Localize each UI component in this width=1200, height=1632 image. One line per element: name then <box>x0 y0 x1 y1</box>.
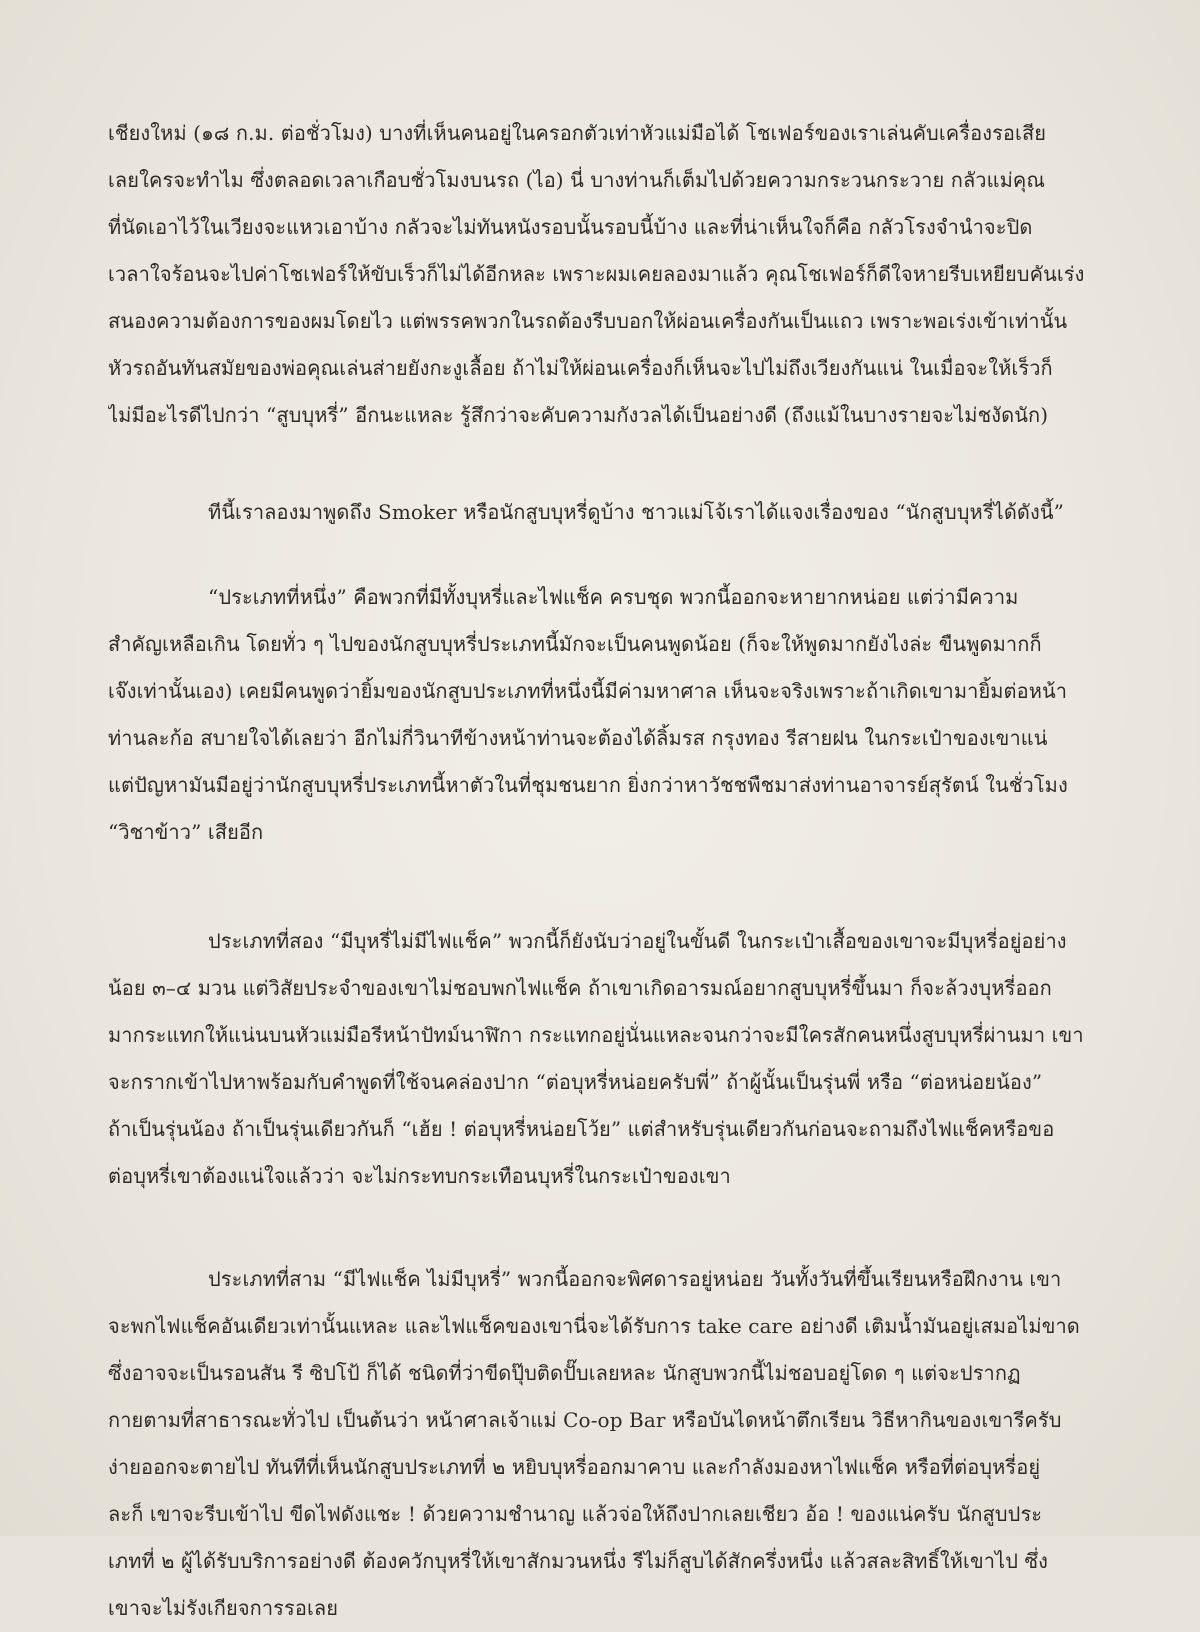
text-line: ไม่มีอะไรดีไปกว่า “สูบบุหรี่” อีกนะแหละ รู้สึกว่าจะคับความกังวลได้เป็นอย่างดี (ถึงแม้ในบางรายจะไม่ชงัดนัก) <box>108 403 1049 427</box>
text-line: มากระแทกให้แน่นบนหัวแม่มือรีหน้าปัทม์นาฬิกา กระแทกอยู่นั่นแหละจนกว่าจะมีใครสักคนหนึ่งสูบบุหรี่ผ่านมา เขา <box>108 1023 1084 1047</box>
paragraph-gap <box>108 439 1108 489</box>
text-line: เลยใครจะทำไม ซึ่งตลอดเวลาเกือบชั่วโมงบนรถ (ไอ) นี่ บางท่านก็เต็มไปด้วยความกระวนกระวาย กลัวแม่คุณ <box>108 168 1046 192</box>
text-line: เขาจะไม่รังเกียจการรอเลย <box>108 1596 339 1620</box>
text-line: ประเภทที่สอง “มีบุหรี่ไม่มีไฟแช็ค” พวกนี้ก็ยังนับว่าอยู่ในขั้นดี ในกระเป๋าเสื้อของเขาจะมีบุหรี่อยู่อย่าง <box>208 929 1067 953</box>
text-line: ทีนี้เราลองมาพูดถึง Smoker หรือนักสูบบุหรี่ดูบ้าง ชาวแม่โจ้เราได้แจงเรื่องของ “นักสูบบุหรี่ได้ดังนี้” <box>208 500 1064 524</box>
text-line: ง่ายออกจะตายไป ทันทีที่เห็นนักสูบประเภทที่ ๒ หยิบบุหรี่ออกมาคาบ และกำลังมองหาไฟแช็ค หรือที่ต่อบุหรี่อยู่ <box>108 1455 1041 1479</box>
text-line: “วิชาข้าว” เสียอีก <box>108 820 264 844</box>
text-line: จะกรากเข้าไปหาพร้อมกับคำพูดที่ใช้จนคล่องปาก “ต่อบุหรี่หน่อยครับพี่” ถ้าผู้นั้นเป็นรุ่นพี่ หรือ “ต่อหน่อยน้อง” <box>108 1070 1043 1094</box>
text-line: แต่ปัญหามันมีอยู่ว่านักสูบบุหรี่ประเภทนี้หาตัวในที่ชุมชนยาก ยิ่งกว่าหาวัชชพืชมาส่งท่านอาจารย์สุรัตน์ ในชั่วโมง <box>108 773 1068 797</box>
text-line: “ประเภทที่หนึ่ง” คือพวกที่มีทั้งบุหรี่และไฟแช็ค ครบชุด พวกนี้ออกจะหายากหน่อย แต่ว่ามีความ <box>208 585 1019 609</box>
text-line: เจ๊งเท่านั้นเอง) เคยมีคนพูดว่ายิ้มของนักสูบประเภทที่หนึ่งนี้มีค่ามหาศาล เห็นจะจริงเพราะถ้าเกิดเขามายิ้มต่อหน้า <box>108 679 1068 703</box>
paragraph-gap <box>108 1200 1108 1256</box>
text-line: ละก็ เขาจะรีบเข้าไป ขีดไฟดังแชะ ! ด้วยความชำนาญ แล้วจ่อให้ถึงปากเลยเชียว อ้อ ! ของแน่ครับ นักสูบประ <box>108 1502 1043 1526</box>
text-line: กายตามที่สาธารณะทั่วไป เป็นต้นว่า หน้าศาลเจ้าแม่ Co-op Bar หรือบันไดหน้าตึกเรียน วิธีหากินของเขารีครับ <box>108 1408 1062 1432</box>
text-line: ประเภทที่สาม “มีไฟแช็ค ไม่มีบุหรี่” พวกนี้ออกจะพิศดารอยู่หน่อย วันทั้งวันที่ขึ้นเรียนหรือฝึกงาน เขา <box>208 1267 1062 1291</box>
text-line: สำคัญเหลือเกิน โดยทั่ว ๆ ไปของนักสูบบุหรี่ประเภทนี้มักจะเป็นคนพูดน้อย (ก็จะให้พูดมากยังไงล่ะ ขืนพูดมากก็ <box>108 632 1042 656</box>
text-line: จะพกไฟแช็คอันเดียวเท่านั้นแหละ และไฟแช็คของเขานี่จะได้รับการ take care อย่างดี เติมน้ำมันอยู่เสมอไม่ขาด <box>108 1314 1080 1338</box>
document-body <box>108 110 1108 1632</box>
text-line: น้อย ๓–๔ มวน แต่วิสัยประจำของเขาไม่ชอบพกไฟแช็ค ถ้าเขาเกิดอารมณ์อยากสูบบุหรี่ขึ้นมา ก็จะล้วงบุหรี่ออก <box>108 976 1052 1000</box>
text-line: ที่นัดเอาไว้ในเวียงจะแหวเอาบ้าง กลัวจะไม่ทันหนังรอบนั้นรอบนี้บ้าง และที่น่าเห็นใจก็คือ กลัวโรงจำนำจะปิด <box>108 215 1033 239</box>
text-line: ต่อบุหรี่เขาต้องแน่ใจแล้วว่า จะไม่กระทบกระเทือนบุหรี่ในกระเป๋าของเขา <box>108 1164 731 1188</box>
text-line: สนองความต้องการของผมโดยไว แต่พรรคพวกในรถต้องรีบบอกให้ผ่อนเครื่องกันเป็นแถว เพราะพอเร่งเข้าเท่านั้น <box>108 309 1068 333</box>
text-line: ซึ่งอาจจะเป็นรอนสัน รี ซิปโป้ ก็ได้ ชนิดที่ว่าขีดปุ๊บติดปั๊บเลยหละ นักสูบพวกนี้ไม่ชอบอยู่โดด ๆ แต่จะปรากฏ <box>108 1361 1021 1385</box>
text-line: ท่านละก้อ สบายใจได้เลยว่า อีกไม่กี่วินาทีข้างหน้าท่านจะต้องได้ลิ้มรส กรุงทอง รีสายฝน ในกระเป๋าของเขาแน่ <box>108 726 1048 750</box>
text-line: เวลาใจร้อนจะไปค่าโชเฟอร์ให้ขับเร็วก็ไม่ได้อีกหละ เพราะผมเคยลองมาแล้ว คุณโชเฟอร์ก็ดีใจหายรีบเหยียบคันเร่ง <box>108 262 1085 286</box>
text-line: ถ้าเป็นรุ่นน้อง ถ้าเป็นรุ่นเดียวกันก็ “เฮ้ย ! ต่อบุหรี่หน่อยโว้ย” แต่สำหรับรุ่นเดียวกันก่อนจะถามถึงไฟแช็คหรือขอ <box>108 1117 1055 1141</box>
text-line: หัวรถอันทันสมัยของพ่อคุณเล่นส่ายยังกะงูเลื้อย ถ้าไม่ให้ผ่อนเครื่องก็เห็นจะไปไม่ถึงเวียงกันแน่ ในเมื่อจะให้เร็วก็ <box>108 356 1053 380</box>
text-line: เภทที่ ๒ ผู้ได้รับบริการอย่างดี ต้องควักบุหรี่ให้เขาสักมวนหนึ่ง รีไม่ก็สูบได้สักครึ่งหนึ่ง แล้วสละสิทธิ์ให้เขาไป ซึ่ง <box>108 1549 1048 1573</box>
paragraph-gap <box>108 536 1108 574</box>
paragraph-gap <box>108 856 1108 918</box>
text-line: เชียงใหม่ (๑๘ ก.ม. ต่อชั่วโมง) บางที่เห็นคนอยู่ในครอกตัวเท่าหัวแม่มือได้ โชเฟอร์ของเราเล่นคับเครื่องรอเสีย <box>108 121 1047 145</box>
